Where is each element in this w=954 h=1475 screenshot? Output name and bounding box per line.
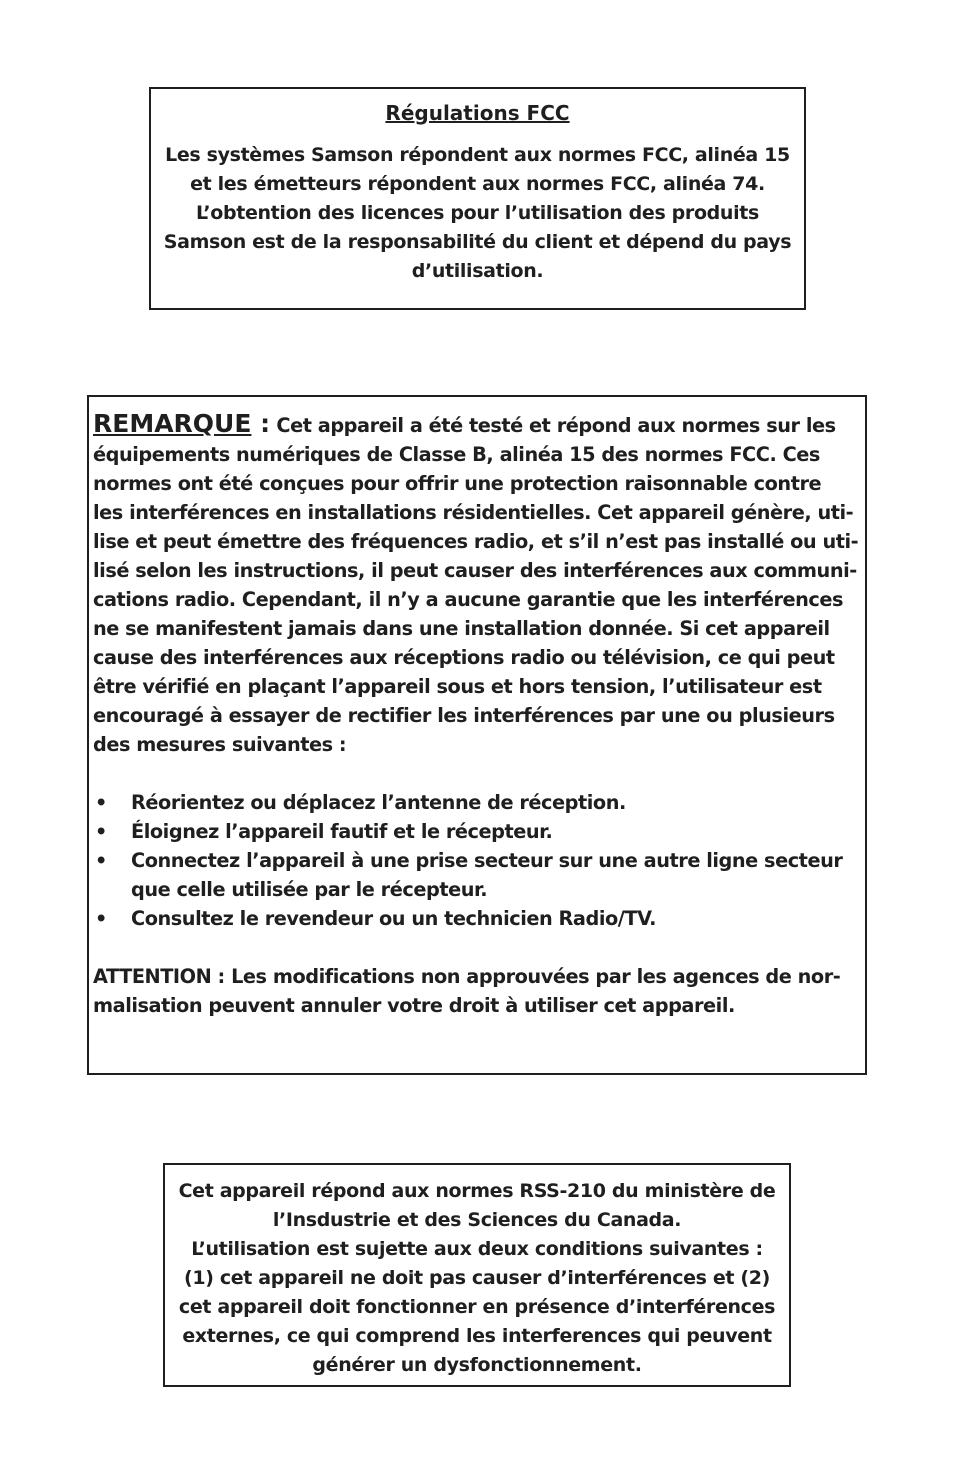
fcc-line: d’utilisation.: [411, 260, 544, 282]
note-line: être vérifié en plaçant l’appareil sous et hors tension, l’utilisateur est: [93, 675, 822, 698]
ic-line: générer un dysfonctionnement.: [312, 1354, 642, 1376]
bullet-icon: •: [95, 849, 107, 872]
note-line: les interférences en installations résidentielles. Cet appareil génère, uti-: [93, 501, 854, 524]
ic-line: cet appareil doit fonctionner en présence d’interférences: [178, 1296, 776, 1318]
list-item: [93, 846, 859, 904]
list-item-text: Connectez l’appareil à une prise secteur sur une autre ligne secteur: [131, 849, 843, 872]
list-item-text: que celle utilisée par le récepteur.: [131, 878, 488, 901]
ic-line: L’utilisation est sujette aux deux conditions suivantes :: [191, 1238, 763, 1260]
ic-line: Cet appareil répond aux normes RSS-210 du ministère de: [178, 1180, 776, 1202]
remarque-colon: :: [251, 409, 271, 438]
list-item: [93, 788, 859, 817]
ic-text: [169, 1177, 785, 1380]
remarque-notice-box: [87, 395, 867, 1075]
fcc-text: [159, 141, 796, 286]
fcc-line: L’obtention des licences pour l’utilisation des produits: [196, 202, 759, 224]
fcc-regulations-box: [149, 87, 806, 310]
note-line: des mesures suivantes :: [93, 733, 347, 756]
note-line-text: Cet appareil a été testé et répond aux normes sur les: [270, 414, 836, 437]
fcc-title: Régulations FCC: [385, 101, 570, 125]
remarque-paragraph: [93, 409, 859, 759]
ic-line: l’Insdustrie et des Sciences du Canada.: [272, 1209, 682, 1231]
fcc-line: et les émetteurs répondent aux normes FCC, alinéa 74.: [190, 173, 765, 195]
note-line: ne se manifestent jamais dans une installation donnée. Si cet appareil: [93, 617, 830, 640]
ic-line: (1) cet appareil ne doit pas causer d’interférences et (2): [184, 1267, 770, 1289]
fcc-line: Les systèmes Samson répondent aux normes FCC, alinéa 15: [165, 144, 790, 166]
measures-list: [93, 788, 859, 933]
industry-canada-box: [163, 1163, 791, 1387]
note-line: cations radio. Cependant, il n’y a aucune garantie que les interférences: [93, 588, 844, 611]
bullet-icon: •: [95, 820, 107, 843]
note-line: lise et peut émettre des fréquences radio, et s’il n’est pas installé ou uti-: [93, 530, 859, 553]
fcc-line: Samson est de la responsabilité du client et dépend du pays: [163, 231, 792, 253]
bullet-icon: •: [95, 907, 107, 930]
list-item: [93, 904, 859, 933]
list-item-text: Éloignez l’appareil fautif et le récepteur.: [131, 820, 553, 843]
attention-line: ATTENTION : Les modifications non approuvées par les agences de nor-: [93, 965, 841, 988]
ic-line: externes, ce qui comprend les interferences qui peuvent: [182, 1325, 772, 1347]
remarque-label: REMARQUE: [93, 409, 252, 438]
list-item-text: Réorientez ou déplacez l’antenne de réception.: [131, 791, 626, 814]
list-item: [93, 817, 859, 846]
note-line: équipements numériques de Classe B, alinéa 15 des normes FCC. Ces: [93, 443, 820, 466]
note-line: lisé selon les instructions, il peut causer des interférences aux communi-: [93, 559, 857, 582]
list-item-text: Consultez le revendeur ou un technicien Radio/TV.: [131, 907, 656, 930]
attention-line: malisation peuvent annuler votre droit à utiliser cet appareil.: [93, 994, 735, 1017]
note-line: cause des interférences aux réceptions radio ou télévision, ce qui peut: [93, 646, 835, 669]
note-line: encouragé à essayer de rectifier les interférences par une ou plusieurs: [93, 704, 835, 727]
bullet-icon: •: [95, 791, 107, 814]
note-line: [93, 409, 859, 440]
note-line: normes ont été conçues pour offrir une protection raisonnable contre: [93, 472, 822, 495]
attention-paragraph: [93, 962, 859, 1020]
